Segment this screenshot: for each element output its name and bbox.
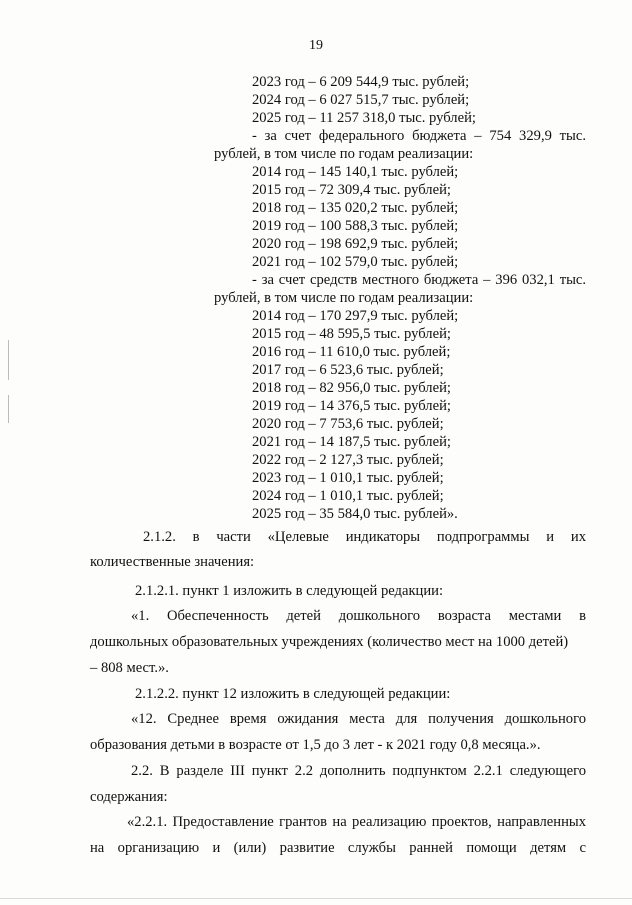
local-budget-intro: - за счет средств местного бюджета – 396 032,1 тыс.: [252, 272, 586, 288]
federal-year-line: 2014 год – 145 140,1 тыс. рублей;: [252, 164, 459, 180]
page-bottom-edge: [0, 898, 632, 899]
paragraph-line: «12. Среднее время ожидания места для получения дошкольного: [131, 711, 586, 727]
local-budget-intro-cont: рублей, в том числе по годам реализации:: [214, 290, 474, 306]
paragraph-line: 2.1.2. в части «Целевые индикаторы подпрограммы и их: [143, 529, 586, 545]
local-year-line: 2021 год – 14 187,5 тыс. рублей;: [252, 434, 451, 450]
local-year-line: 2020 год – 7 753,6 тыс. рублей;: [252, 416, 444, 432]
funding-line: 2024 год – 6 027 515,7 тыс. рублей;: [252, 92, 470, 108]
local-year-line: 2025 год – 35 584,0 тыс. рублей».: [252, 506, 458, 522]
federal-year-line: 2019 год – 100 588,3 тыс. рублей;: [252, 218, 459, 234]
paragraph-line: «2.2.1. Предоставление грантов на реализацию проектов, направленных: [127, 814, 586, 830]
local-year-line: 2024 год – 1 010,1 тыс. рублей;: [252, 488, 444, 504]
paragraph-line: 2.1.2.2. пункт 12 изложить в следующей редакции:: [135, 686, 451, 702]
paragraph-line: образования детьми в возрасте от 1,5 до 3 лет - к 2021 году 0,8 месяца.».: [90, 737, 541, 753]
federal-budget-intro: - за счет федерального бюджета – 754 329,9 тыс.: [252, 128, 586, 144]
paragraph-line: – 808 мест.».: [90, 660, 169, 676]
local-year-line: 2023 год – 1 010,1 тыс. рублей;: [252, 470, 444, 486]
paragraph-line: 2.2. В разделе III пункт 2.2 дополнить подпунктом 2.2.1 следующего: [131, 763, 586, 779]
federal-year-line: 2020 год – 198 692,9 тыс. рублей;: [252, 236, 459, 252]
federal-budget-intro-cont: рублей, в том числе по годам реализации:: [214, 146, 474, 162]
paragraph-line: 2.1.2.1. пункт 1 изложить в следующей редакции:: [135, 583, 444, 599]
paragraph-line: дошкольных образовательных учреждениях (количество мест на 1000 детей): [90, 634, 569, 650]
funding-line: 2023 год – 6 209 544,9 тыс. рублей;: [252, 74, 470, 90]
federal-year-line: 2018 год – 135 020,2 тыс. рублей;: [252, 200, 459, 216]
paragraph-line: «1. Обеспеченность детей дошкольного возраста местами в: [131, 608, 586, 624]
scan-edge-mark: [8, 340, 9, 380]
local-year-line: 2022 год – 2 127,3 тыс. рублей;: [252, 452, 444, 468]
local-year-line: 2018 год – 82 956,0 тыс. рублей;: [252, 380, 451, 396]
paragraph-line: содержания:: [90, 789, 168, 805]
federal-year-line: 2015 год – 72 309,4 тыс. рублей;: [252, 182, 451, 198]
local-year-line: 2014 год – 170 297,9 тыс. рублей;: [252, 308, 459, 324]
funding-line: 2025 год – 11 257 318,0 тыс. рублей;: [252, 110, 476, 126]
local-year-line: 2019 год – 14 376,5 тыс. рублей;: [252, 398, 451, 414]
federal-year-line: 2021 год – 102 579,0 тыс. рублей;: [252, 254, 459, 270]
local-year-line: 2016 год – 11 610,0 тыс. рублей;: [252, 344, 451, 360]
page-number: 19: [309, 38, 323, 53]
local-year-line: 2017 год – 6 523,6 тыс. рублей;: [252, 362, 444, 378]
paragraph-line: на организацию и (или) развитие службы ранней помощи детям с: [90, 840, 586, 856]
local-year-line: 2015 год – 48 595,5 тыс. рублей;: [252, 326, 451, 342]
scan-edge-mark: [8, 395, 9, 423]
paragraph-line: количественные значения:: [90, 554, 255, 570]
